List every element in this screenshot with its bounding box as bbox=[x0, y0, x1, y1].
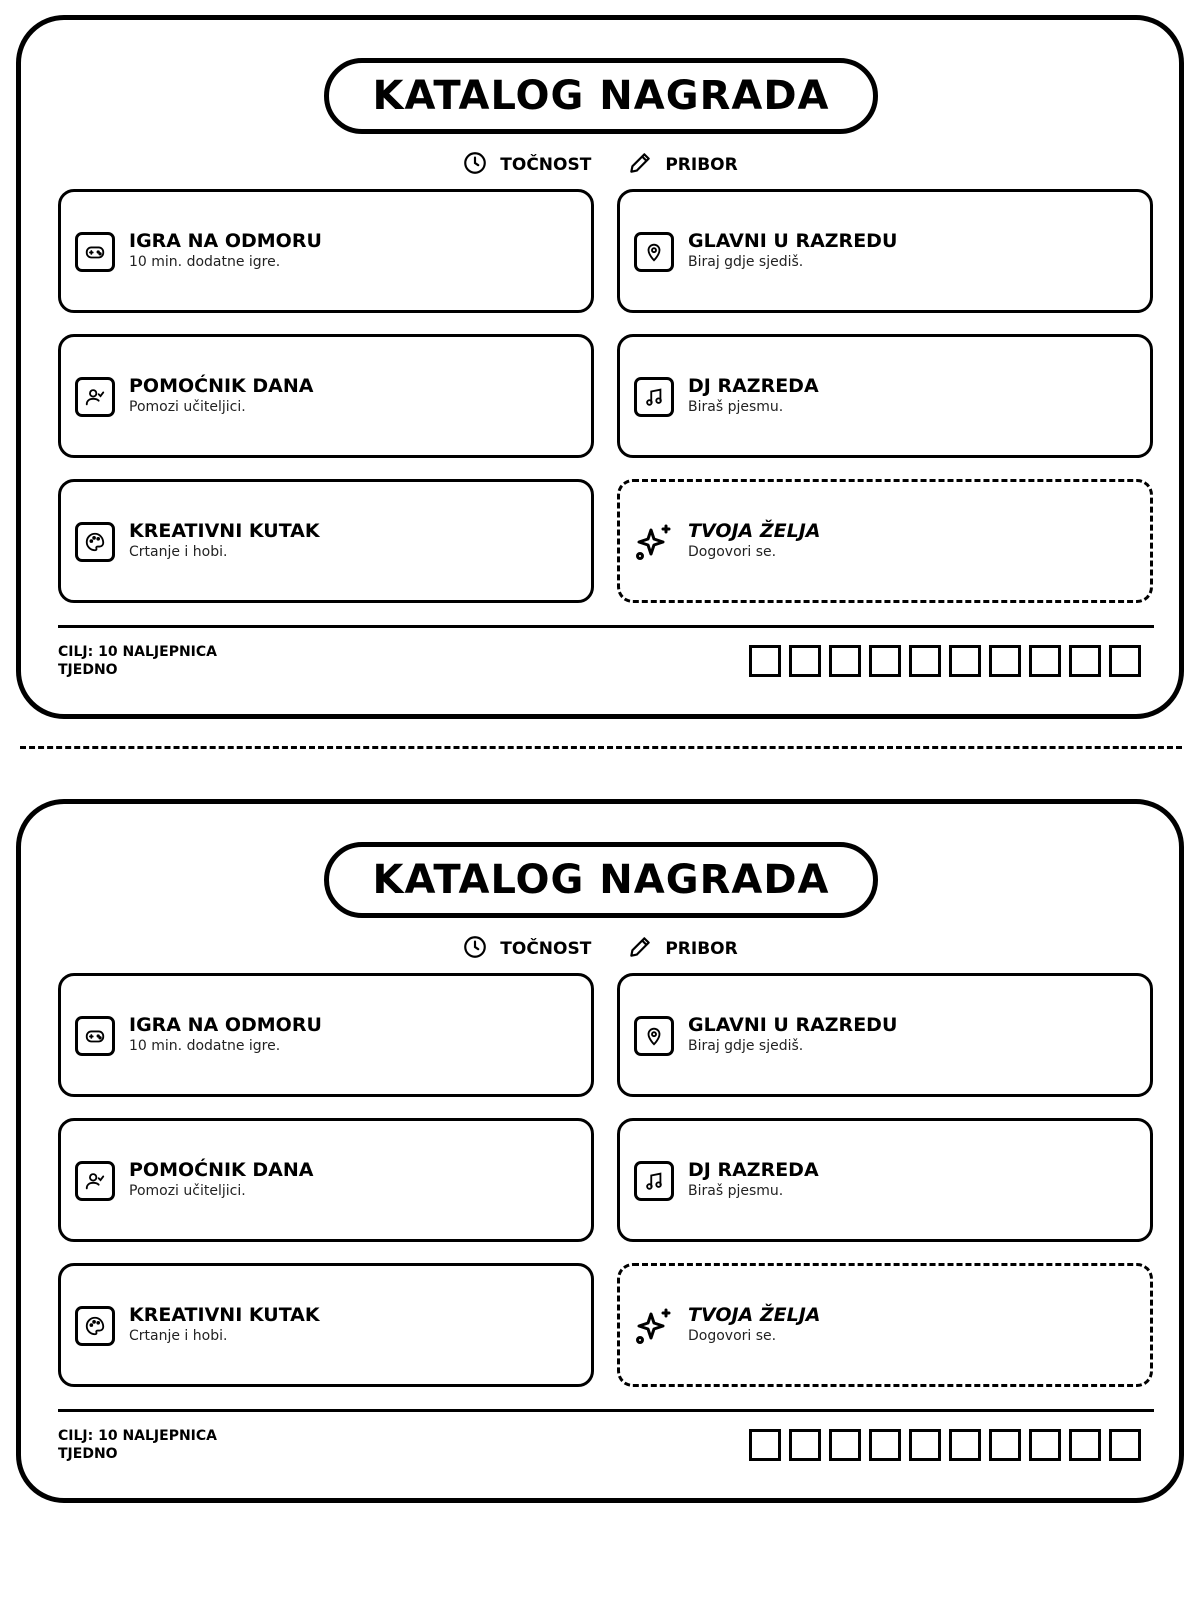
reward-title: KREATIVNI KUTAK bbox=[129, 1304, 320, 1326]
sticker-boxes bbox=[749, 1429, 1141, 1461]
reward-subtitle: Pomozi učiteljici. bbox=[129, 1183, 246, 1199]
reward-item bbox=[58, 189, 594, 313]
sticker-box bbox=[869, 645, 901, 677]
reward-subtitle: Biraj gdje sjediš. bbox=[688, 1038, 804, 1054]
sticker-box bbox=[1069, 1429, 1101, 1461]
sticker-box bbox=[1029, 645, 1061, 677]
reward-item-wish bbox=[617, 1263, 1153, 1387]
map-pin-icon bbox=[634, 232, 674, 272]
sticker-box bbox=[749, 645, 781, 677]
reward-card bbox=[16, 15, 1184, 719]
tag-pribor bbox=[627, 934, 737, 964]
map-pin-icon bbox=[634, 1016, 674, 1056]
tag-label: PRIBOR bbox=[665, 939, 738, 959]
reward-title: IGRA NA ODMORU bbox=[129, 230, 322, 252]
reward-item bbox=[617, 334, 1153, 458]
goal-text: CILJ: 10 NALJEPNICA TJEDNO bbox=[58, 644, 217, 678]
reward-item bbox=[617, 973, 1153, 1097]
palette-icon bbox=[75, 522, 115, 562]
reward-subtitle: Dogovori se. bbox=[688, 1328, 777, 1344]
reward-subtitle: Crtanje i hobi. bbox=[129, 544, 228, 560]
palette-icon bbox=[75, 1306, 115, 1346]
sticker-box bbox=[829, 645, 861, 677]
reward-subtitle: Biraš pjesmu. bbox=[688, 399, 784, 415]
reward-title: GLAVNI U RAZREDU bbox=[688, 1014, 898, 1036]
sticker-box bbox=[1029, 1429, 1061, 1461]
reward-item bbox=[617, 1118, 1153, 1242]
tag-row bbox=[21, 150, 1179, 180]
sticker-box bbox=[1069, 645, 1101, 677]
reward-subtitle: Pomozi učiteljici. bbox=[129, 399, 246, 415]
sticker-box bbox=[909, 645, 941, 677]
tag-label: PRIBOR bbox=[665, 155, 738, 175]
reward-subtitle: Biraš pjesmu. bbox=[688, 1183, 784, 1199]
reward-item bbox=[58, 973, 594, 1097]
reward-subtitle: Biraj gdje sjediš. bbox=[688, 254, 804, 270]
reward-title: POMOĆNIK DANA bbox=[129, 375, 314, 397]
card-title: KATALOG NAGRADA bbox=[324, 842, 878, 918]
sticker-box bbox=[1109, 645, 1141, 677]
tag-tocnost bbox=[462, 150, 591, 180]
clock-icon bbox=[462, 934, 488, 965]
card-title: KATALOG NAGRADA bbox=[324, 58, 878, 134]
sticker-boxes bbox=[749, 645, 1141, 677]
reward-subtitle: Dogovori se. bbox=[688, 544, 777, 560]
reward-subtitle: Crtanje i hobi. bbox=[129, 1328, 228, 1344]
reward-subtitle: 10 min. dodatne igre. bbox=[129, 254, 281, 270]
sticker-box bbox=[949, 1429, 981, 1461]
pencil-icon bbox=[627, 150, 653, 181]
pencil-icon bbox=[627, 934, 653, 965]
cut-line bbox=[20, 746, 1182, 749]
reward-item bbox=[58, 334, 594, 458]
music-note-icon bbox=[634, 377, 674, 417]
reward-title: TVOJA ŽELJA bbox=[688, 1304, 821, 1326]
footer-divider bbox=[58, 1409, 1154, 1412]
gamepad-icon bbox=[75, 232, 115, 272]
reward-title: GLAVNI U RAZREDU bbox=[688, 230, 898, 252]
reward-title: DJ RAZREDA bbox=[688, 375, 819, 397]
footer-divider bbox=[58, 625, 1154, 628]
sticker-box bbox=[949, 645, 981, 677]
sticker-box bbox=[829, 1429, 861, 1461]
reward-title: POMOĆNIK DANA bbox=[129, 1159, 314, 1181]
reward-card bbox=[16, 799, 1184, 1503]
tag-tocnost bbox=[462, 934, 591, 964]
sticker-box bbox=[989, 645, 1021, 677]
goal-text: CILJ: 10 NALJEPNICA TJEDNO bbox=[58, 1428, 217, 1462]
tag-pribor bbox=[627, 150, 737, 180]
sticker-box bbox=[749, 1429, 781, 1461]
sticker-box bbox=[869, 1429, 901, 1461]
reward-item bbox=[58, 1118, 594, 1242]
clock-icon bbox=[462, 150, 488, 181]
gamepad-icon bbox=[75, 1016, 115, 1056]
user-check-icon bbox=[75, 377, 115, 417]
sticker-box bbox=[1109, 1429, 1141, 1461]
reward-title: IGRA NA ODMORU bbox=[129, 1014, 322, 1036]
reward-item bbox=[58, 1263, 594, 1387]
tag-row bbox=[21, 934, 1179, 964]
sparkles-icon bbox=[634, 522, 674, 562]
sticker-box bbox=[789, 1429, 821, 1461]
reward-item-wish bbox=[617, 479, 1153, 603]
sticker-box bbox=[909, 1429, 941, 1461]
reward-subtitle: 10 min. dodatne igre. bbox=[129, 1038, 281, 1054]
tag-label: TOČNOST bbox=[500, 155, 592, 175]
reward-title: TVOJA ŽELJA bbox=[688, 520, 821, 542]
user-check-icon bbox=[75, 1161, 115, 1201]
reward-title: DJ RAZREDA bbox=[688, 1159, 819, 1181]
sticker-box bbox=[789, 645, 821, 677]
reward-item bbox=[58, 479, 594, 603]
reward-item bbox=[617, 189, 1153, 313]
sticker-box bbox=[989, 1429, 1021, 1461]
tag-label: TOČNOST bbox=[500, 939, 592, 959]
reward-title: KREATIVNI KUTAK bbox=[129, 520, 320, 542]
sparkles-icon bbox=[634, 1306, 674, 1346]
music-note-icon bbox=[634, 1161, 674, 1201]
